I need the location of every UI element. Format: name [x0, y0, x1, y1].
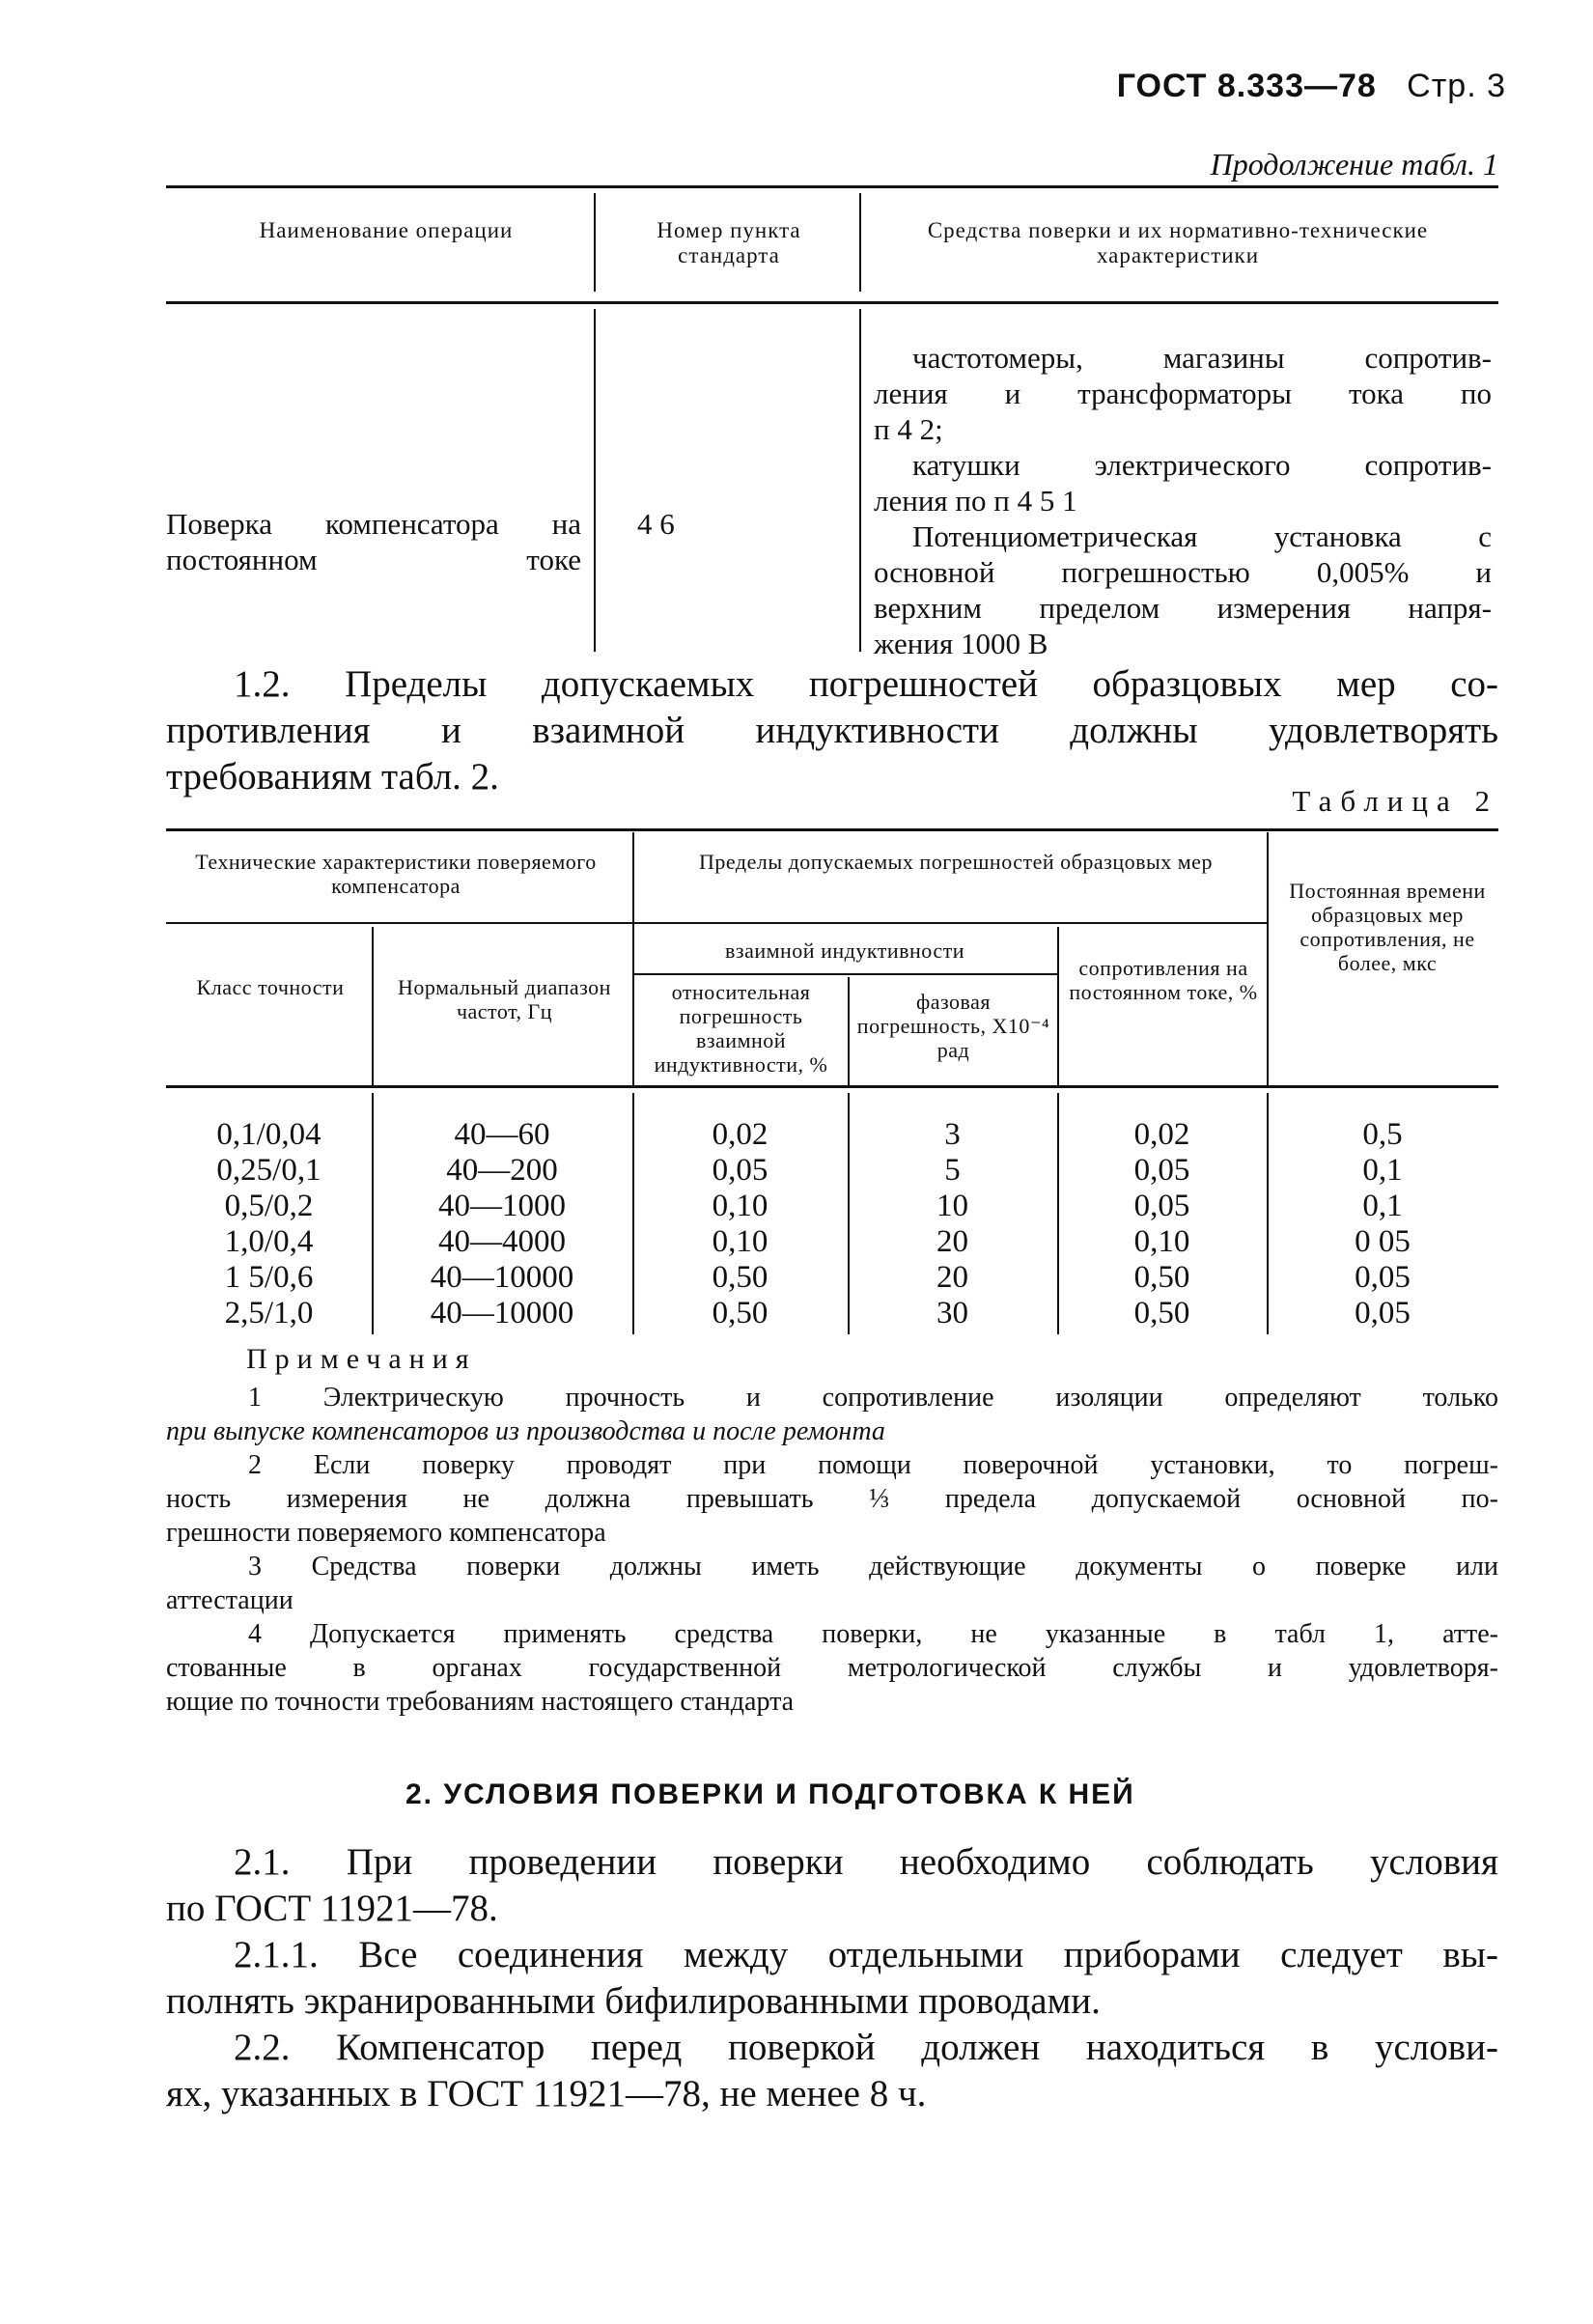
table1-body-divider — [594, 309, 596, 652]
table1-operation: Поверка компенсатора на постоянном токе — [166, 507, 581, 576]
page-header — [965, 68, 1506, 105]
table2-cell-tau: 0 05 — [1355, 1224, 1411, 1259]
table2-cell-rel: 0,10 — [712, 1224, 769, 1259]
table2-cell-rel: 0,10 — [712, 1189, 769, 1223]
table2-cell-rel: 0,05 — [712, 1153, 769, 1188]
para-line: ях, указанных в ГОСТ 11921—78, не менее 8 ч. — [166, 2073, 927, 2114]
table1-continuation-label: Продолжение табл. 1 — [1210, 147, 1498, 182]
para-line: 2.1.1. Все соединения между отдельными приборами следует вы- — [234, 1934, 1498, 1975]
table-row — [166, 1260, 1498, 1296]
note-line: стованные в органах государственной метрологической службы и удовлетворя- — [166, 1653, 1498, 1683]
table1-means-cell — [874, 340, 1492, 661]
table2-cell-cls: 1,0/0,4 — [224, 1224, 314, 1259]
note-line: 2 Если поверку проводят при помощи поверочной установки, то погреш- — [248, 1450, 1498, 1480]
table2-subrule-left — [166, 922, 632, 924]
table2-cell-dc: 0,02 — [1133, 1117, 1190, 1152]
page-number: Стр. 3 — [1407, 68, 1506, 104]
note-line: ющие по точности требованиям настоящего стандарта — [166, 1687, 795, 1717]
table-row — [166, 1224, 1498, 1260]
table2-cell-tau: 0,1 — [1362, 1189, 1403, 1223]
table1-top-rule — [166, 185, 1498, 188]
table1-col-clause: Номер пункта стандарта — [657, 218, 801, 267]
table2-cell-phase: 3 — [944, 1117, 961, 1152]
table2-cell-tau: 0,05 — [1355, 1260, 1411, 1295]
table2-divider — [848, 977, 850, 1085]
table2-subrule-mutual — [632, 973, 1057, 975]
para-line: 2.1. При проведении поверки необходимо соблюдать условия — [234, 1841, 1498, 1883]
table2-cell-tau: 0,05 — [1355, 1296, 1411, 1330]
table2-cell-rel: 0,02 — [712, 1117, 769, 1152]
table2-header-rule — [166, 1085, 1498, 1088]
table-row — [166, 1296, 1498, 1331]
table2-cell-tau: 0,1 — [1362, 1153, 1403, 1188]
table2-cell-freq: 40—10000 — [430, 1260, 574, 1295]
table2-subrule-mid — [632, 922, 1267, 924]
table1-operation-cell — [166, 506, 581, 577]
table2-cell-tau: 0,5 — [1362, 1117, 1403, 1152]
notes-body — [166, 1381, 1498, 1719]
note-line: 3 Средства поверки должны иметь действующие документы о поверке или — [248, 1552, 1498, 1582]
table2-cell-dc: 0,50 — [1133, 1260, 1190, 1295]
table2-divider — [1267, 832, 1269, 1085]
note-line: ность измерения не должна превышать ⅓ предела допускаемой основной по- — [166, 1484, 1498, 1514]
table1-clause: 4 6 — [637, 507, 675, 541]
table2-cell-freq: 40—4000 — [438, 1224, 566, 1259]
table2-cell-dc: 0,05 — [1133, 1189, 1190, 1223]
table2-body — [166, 1117, 1498, 1331]
table-row — [166, 1153, 1498, 1189]
table2-cell-rel: 0,50 — [712, 1260, 769, 1295]
table2-col-rel: относительная погрешность взаимной индуктивности, % — [654, 980, 828, 1077]
table2-cell-phase: 10 — [936, 1189, 968, 1223]
para-line: по ГОСТ 11921—78. — [166, 1888, 498, 1929]
table2-cell-cls: 2,5/1,0 — [224, 1296, 314, 1330]
table2-cell-freq: 40—200 — [446, 1153, 558, 1188]
table1-header-divider — [859, 193, 861, 292]
table2-cell-cls: 1 5/0,6 — [224, 1260, 314, 1295]
table2-group-left: Технические характеристики поверяемого компенсатора — [195, 850, 597, 898]
means-line: жения 1000 В — [874, 627, 1048, 660]
table2-cell-dc: 0,05 — [1133, 1153, 1190, 1188]
table2-col-phase: фазовая погрешность, Х10⁻⁴ рад — [856, 990, 1050, 1062]
note-line: 1 Электрическую прочность и сопротивление изоляции определяют только — [248, 1383, 1498, 1413]
means-line: катушки электрического сопротив- — [912, 448, 1492, 482]
table1-header-rule — [166, 301, 1498, 304]
means-line: п 4 2; — [874, 412, 943, 446]
table1-col-means: Средства поверки и их нормативно-технические характеристики — [927, 218, 1429, 267]
means-line: ления и трансформаторы тока по — [874, 377, 1492, 410]
means-line: основной погрешностью 0,005% и — [874, 555, 1492, 589]
note-line: аттестации — [166, 1585, 293, 1615]
table2-col-class: Класс точности — [196, 975, 345, 999]
table2-cell-phase: 5 — [944, 1153, 961, 1188]
means-line: Потенциометрическая установка с — [912, 519, 1492, 553]
para-line: противления и взаимной индуктивности должны удовлетворять — [166, 710, 1498, 751]
para-line: 2.2. Компенсатор перед поверкой должен находиться в услови- — [234, 2027, 1498, 2068]
table2-cell-dc: 0,50 — [1133, 1296, 1190, 1330]
table2-title: Таблица 2 — [1292, 784, 1498, 818]
table2-col-tau: Постоянная времени образцовых мер сопротивления, не более, мкс — [1289, 879, 1486, 975]
table-row — [166, 1117, 1498, 1153]
gost-number: ГОСТ 8.333—78 — [1116, 68, 1377, 104]
table1-body-divider — [859, 309, 861, 652]
table2-group-mid: Пределы допускаемых погрешностей образцовых мер — [699, 850, 1213, 874]
table2-col-freq: Нормальный диапазон частот, Гц — [398, 975, 611, 1023]
table2-cell-freq: 40—60 — [454, 1117, 550, 1152]
table2-cell-freq: 40—10000 — [430, 1296, 574, 1330]
table2-cell-cls: 0,1/0,04 — [216, 1117, 321, 1152]
paragraph-1-2 — [166, 661, 1498, 800]
table2-col-dc: сопротивления на постоянном токе, % — [1069, 956, 1258, 1004]
note-line: 4 Допускается применять средства поверки, не указанные в табл 1, атте- — [248, 1619, 1498, 1649]
section-2-text — [166, 1839, 1498, 2117]
table2-cell-cls: 0,25/0,1 — [216, 1153, 321, 1188]
table2-top-rule — [166, 828, 1498, 831]
means-line: ления по п 4 5 1 — [874, 484, 1077, 518]
table2-divider — [632, 832, 634, 1085]
table-row — [166, 1189, 1498, 1224]
means-line: частотомеры, магазины сопротив- — [912, 341, 1492, 375]
table2-cell-phase: 20 — [936, 1224, 968, 1259]
notes-title: Примечания — [246, 1343, 477, 1375]
para-line: 1.2. Пределы допускаемых погрешностей образцовых мер со- — [234, 663, 1498, 705]
para-line: требованиям табл. 2. — [166, 756, 499, 798]
table2-cell-cls: 0,5/0,2 — [224, 1189, 314, 1223]
means-line: верхним пределом измерения напря- — [874, 591, 1492, 625]
table2-divider — [1057, 927, 1059, 1085]
note-line: при выпуске компенсаторов из производства и после ремонта — [166, 1416, 885, 1446]
table1-col-operation: Наименование операции — [259, 218, 514, 242]
table2-cell-phase: 30 — [936, 1296, 968, 1330]
para-line: полнять экранированными бифилированными проводами. — [166, 1980, 1101, 2022]
table2-divider — [372, 927, 374, 1085]
table2-subgroup-mutual: взаимной индуктивности — [725, 938, 964, 963]
table2-cell-freq: 40—1000 — [438, 1189, 566, 1223]
table1-header-divider — [594, 193, 596, 292]
table2-cell-dc: 0,10 — [1133, 1224, 1190, 1259]
section-2-title: 2. УСЛОВИЯ ПОВЕРКИ И ПОДГОТОВКА К НЕЙ — [405, 1778, 1135, 1810]
table2-cell-phase: 20 — [936, 1260, 968, 1295]
table2-cell-rel: 0,50 — [712, 1296, 769, 1330]
note-line: грешности поверяемого компенсатора — [166, 1518, 606, 1548]
